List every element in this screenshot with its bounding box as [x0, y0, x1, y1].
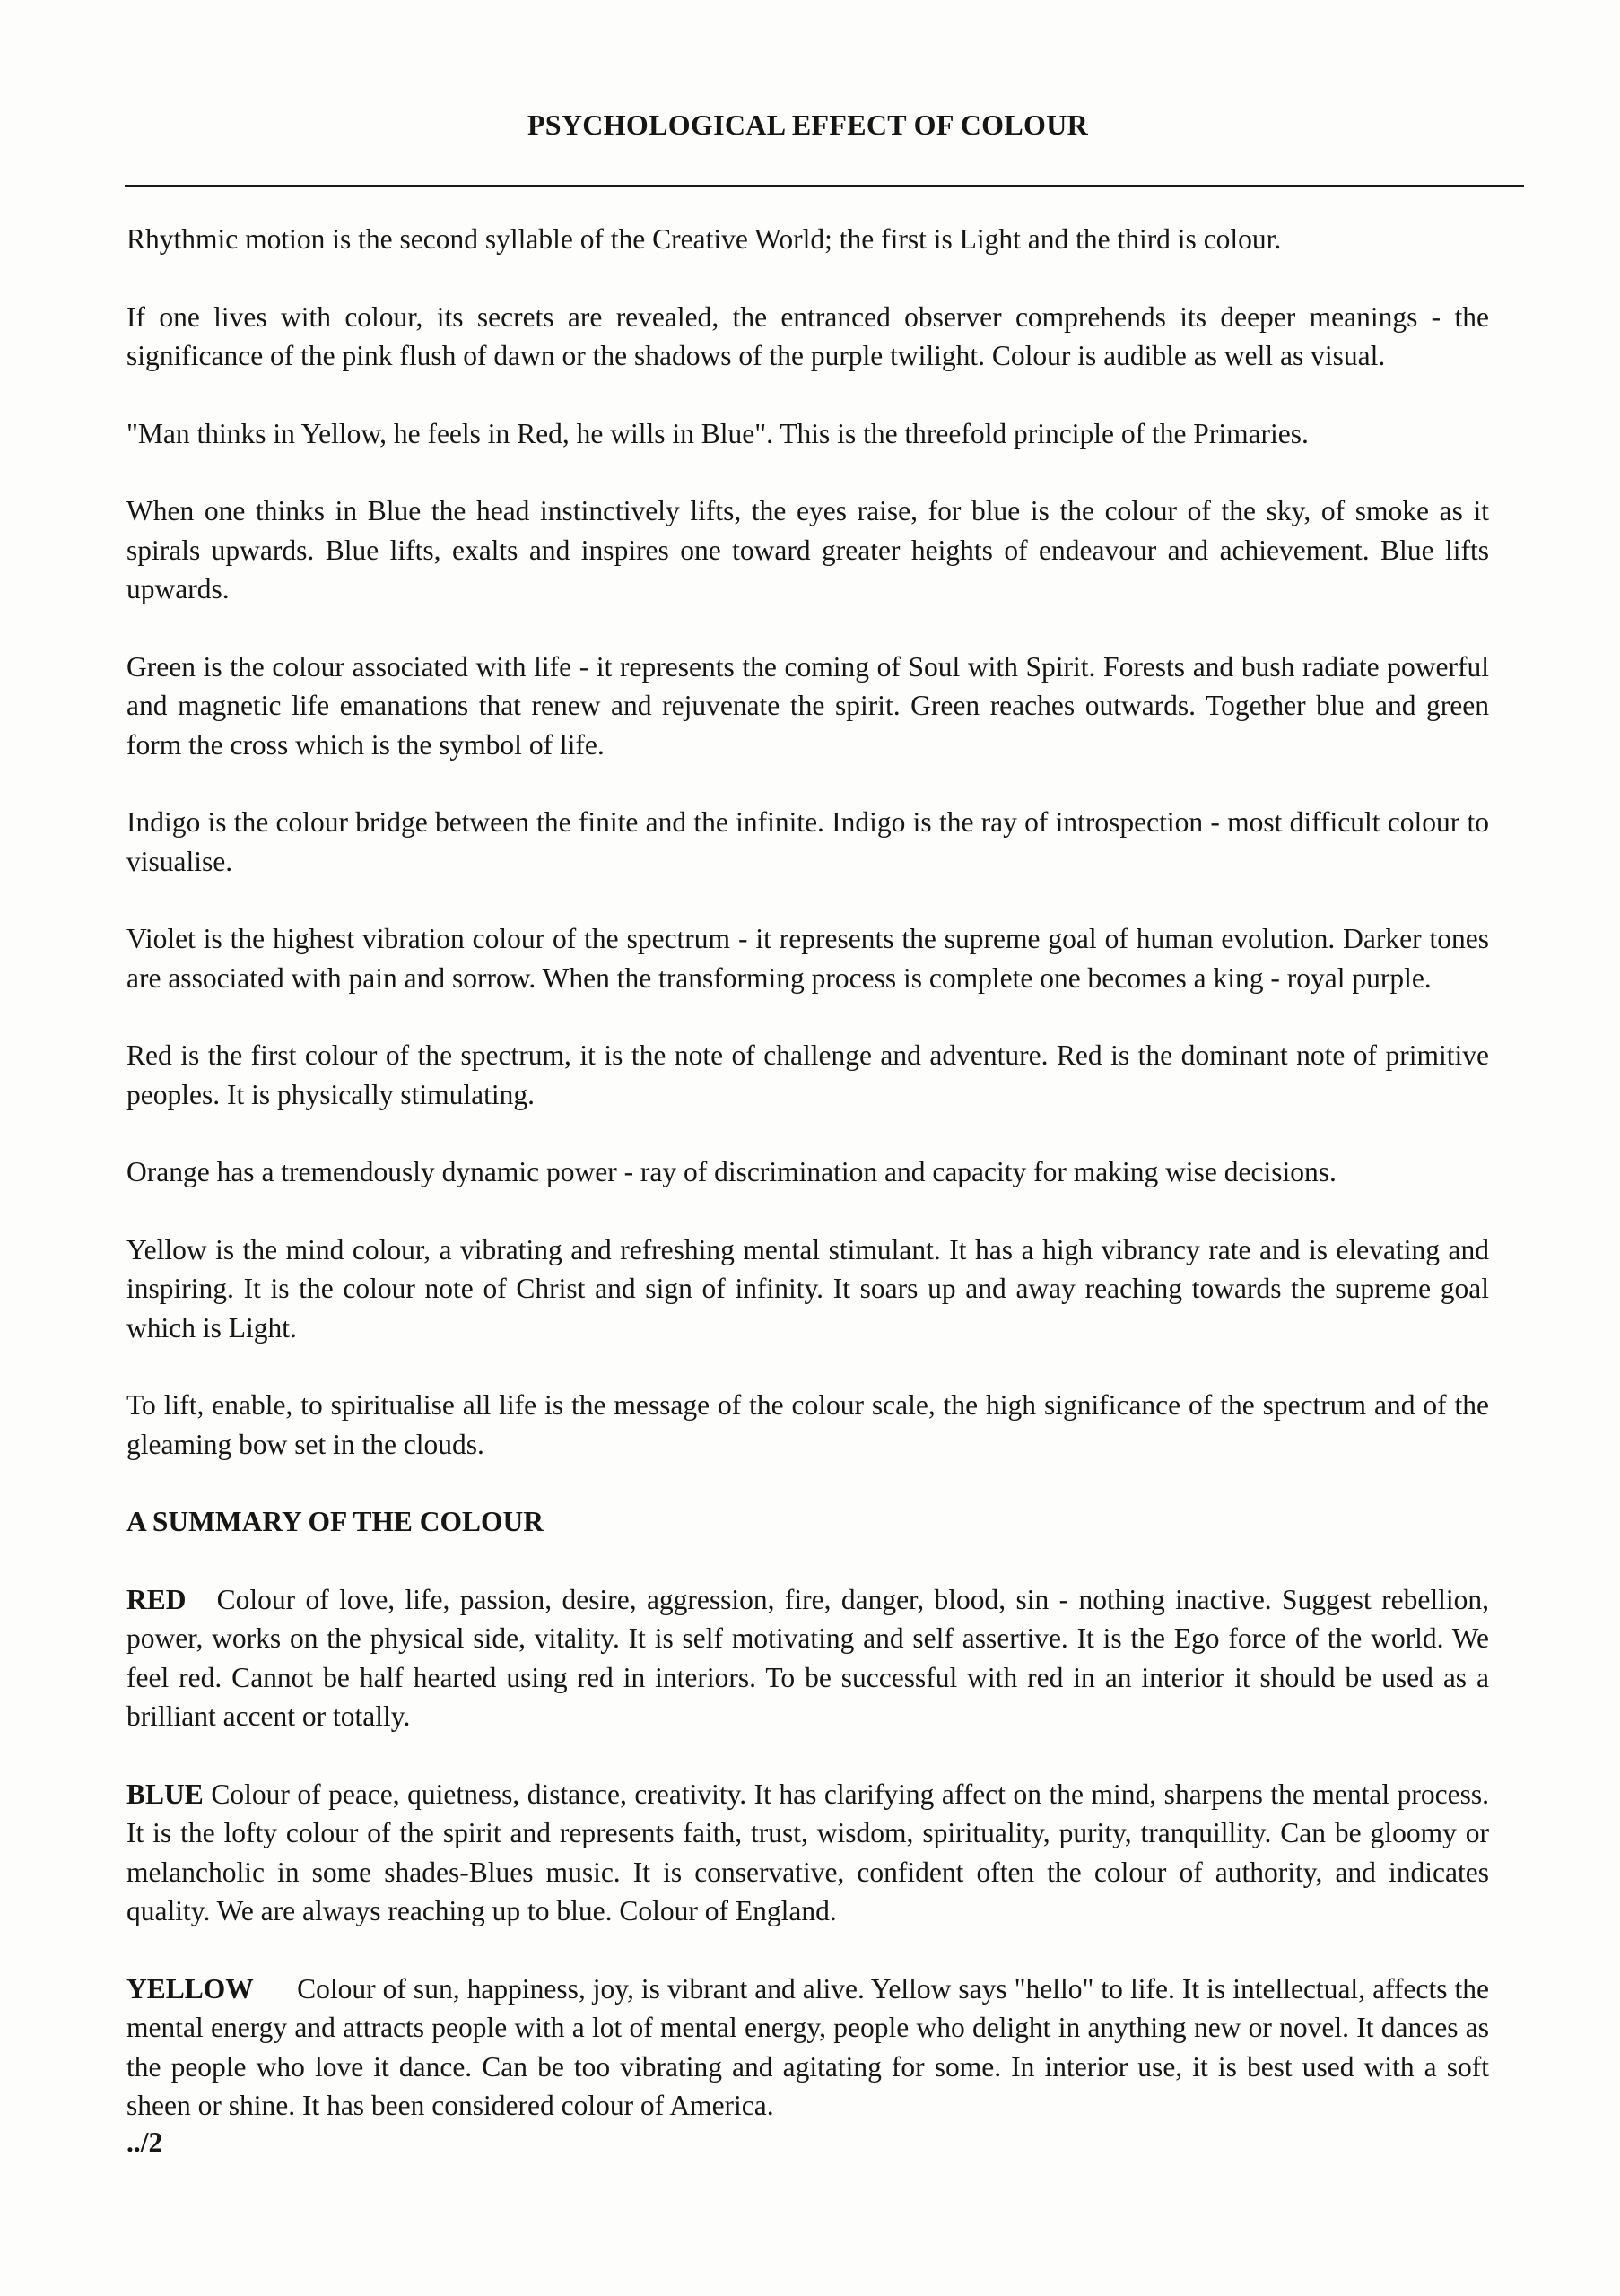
summary-text: Colour of peace, quietness, distance, creativity. It has clarifying affect on the mind, sharpens the mental process. It is the lofty colour of the spirit and represents faith, trust, wisdom, spirituality, purity, tranquillity. Can be gloomy or melancholic in some shades-Blues music. It is conservative, confident often the colour of authority, and indicates quality. We are always reaching up to blue. Colour of England.: [126, 1778, 1490, 1926]
page-continuation: ../2: [126, 2126, 163, 2158]
paragraph: "Man thinks in Yellow, he feels in Red, he wills in Blue". This is the threefold principle of the Primaries.: [126, 417, 1309, 449]
paragraph: Green is the colour associated with life - it represents the coming of Soul with Spirit. Forests and bush radiate powerful and magnetic life emanations that renew and rejuvenate the spirit. Green reaches outwards. Together blue and green form the cross which is the symbol of life.: [126, 650, 1489, 761]
paragraph: Indigo is the colour bridge between the finite and the infinite. Indigo is the ray of introspection - most difficult colour to visualise.: [126, 806, 1489, 877]
paragraph: Red is the first colour of the spectrum, it is the note of challenge and adventure. Red is the dominant note of primitive peoples. It is physically stimulating.: [126, 1039, 1489, 1110]
paragraph: When one thinks in Blue the head instinctively lifts, the eyes raise, for blue is the colour of the sky, of smoke as it spirals upwards. Blue lifts, exalts and inspires one toward greater heights of endeavour and achievement. Blue lifts upwards.: [126, 495, 1489, 604]
paragraph: Orange has a tremendously dynamic power - ray of discrimination and capacity for making wise decisions.: [126, 1156, 1337, 1187]
summary-text: Colour of love, life, passion, desire, aggression, fire, danger, blood, sin - nothing inactive. Suggest rebellion, power, works on the physical side, vitality. It is self motivating and self assertive. It is the Ego force of the world. We feel red. Cannot be half hearted using red in interiors. To be successful with red in an interior it should be used as a brilliant accent or totally.: [126, 1583, 1489, 1732]
summary-term: RED: [126, 1583, 187, 1615]
summary-heading: A SUMMARY OF THE COLOUR: [126, 1506, 544, 1537]
summary-term: YELLOW: [126, 1972, 254, 2005]
summary-entry-yellow: [126, 1970, 1489, 2126]
title-divider: [125, 185, 1524, 187]
paragraph: Yellow is the mind colour, a vibrating and refreshing mental stimulant. It has a high vibrancy rate and is elevating and inspiring. It is the colour note of Christ and sign of infinity. It soars up and away reaching towards the supreme goal which is Light.: [126, 1233, 1489, 1344]
summary-entry-red: [126, 1580, 1489, 1736]
paragraph: To lift, enable, to spiritualise all life is the message of the colour scale, the high significance of the spectrum and of the gleaming bow set in the clouds.: [126, 1389, 1489, 1460]
document-body: [126, 106, 1489, 2161]
summary-text: Colour of sun, happiness, joy, is vibrant and alive. Yellow says "hello" to life. It is intellectual, affects the mental energy and attracts people with a lot of mental energy, people who delight in anything new or novel. It dances as the people who love it dance. Can be too vibrating and agitating for some. In interior use, it is best used with a soft sheen or shine. It has been considered colour of America.: [126, 1972, 1489, 2121]
paragraph: Rhythmic motion is the second syllable of the Creative World; the first is Light and the third is colour.: [126, 223, 1282, 255]
paragraph: If one lives with colour, its secrets are revealed, the entranced observer comprehends its deeper meanings - the significance of the pink flush of dawn or the shadows of the purple twilight. Colour is audible as well as visual.: [126, 300, 1489, 371]
summary-entry-blue: [126, 1775, 1489, 1931]
summary-term: BLUE: [126, 1778, 204, 1810]
paragraph: Violet is the highest vibration colour of the spectrum - it represents the supreme goal of human evolution. Darker tones are associated with pain and sorrow. When the transforming process is complete one becomes a king - royal purple.: [126, 923, 1489, 994]
document-title: PSYCHOLOGICAL EFFECT OF COLOUR: [527, 109, 1089, 141]
